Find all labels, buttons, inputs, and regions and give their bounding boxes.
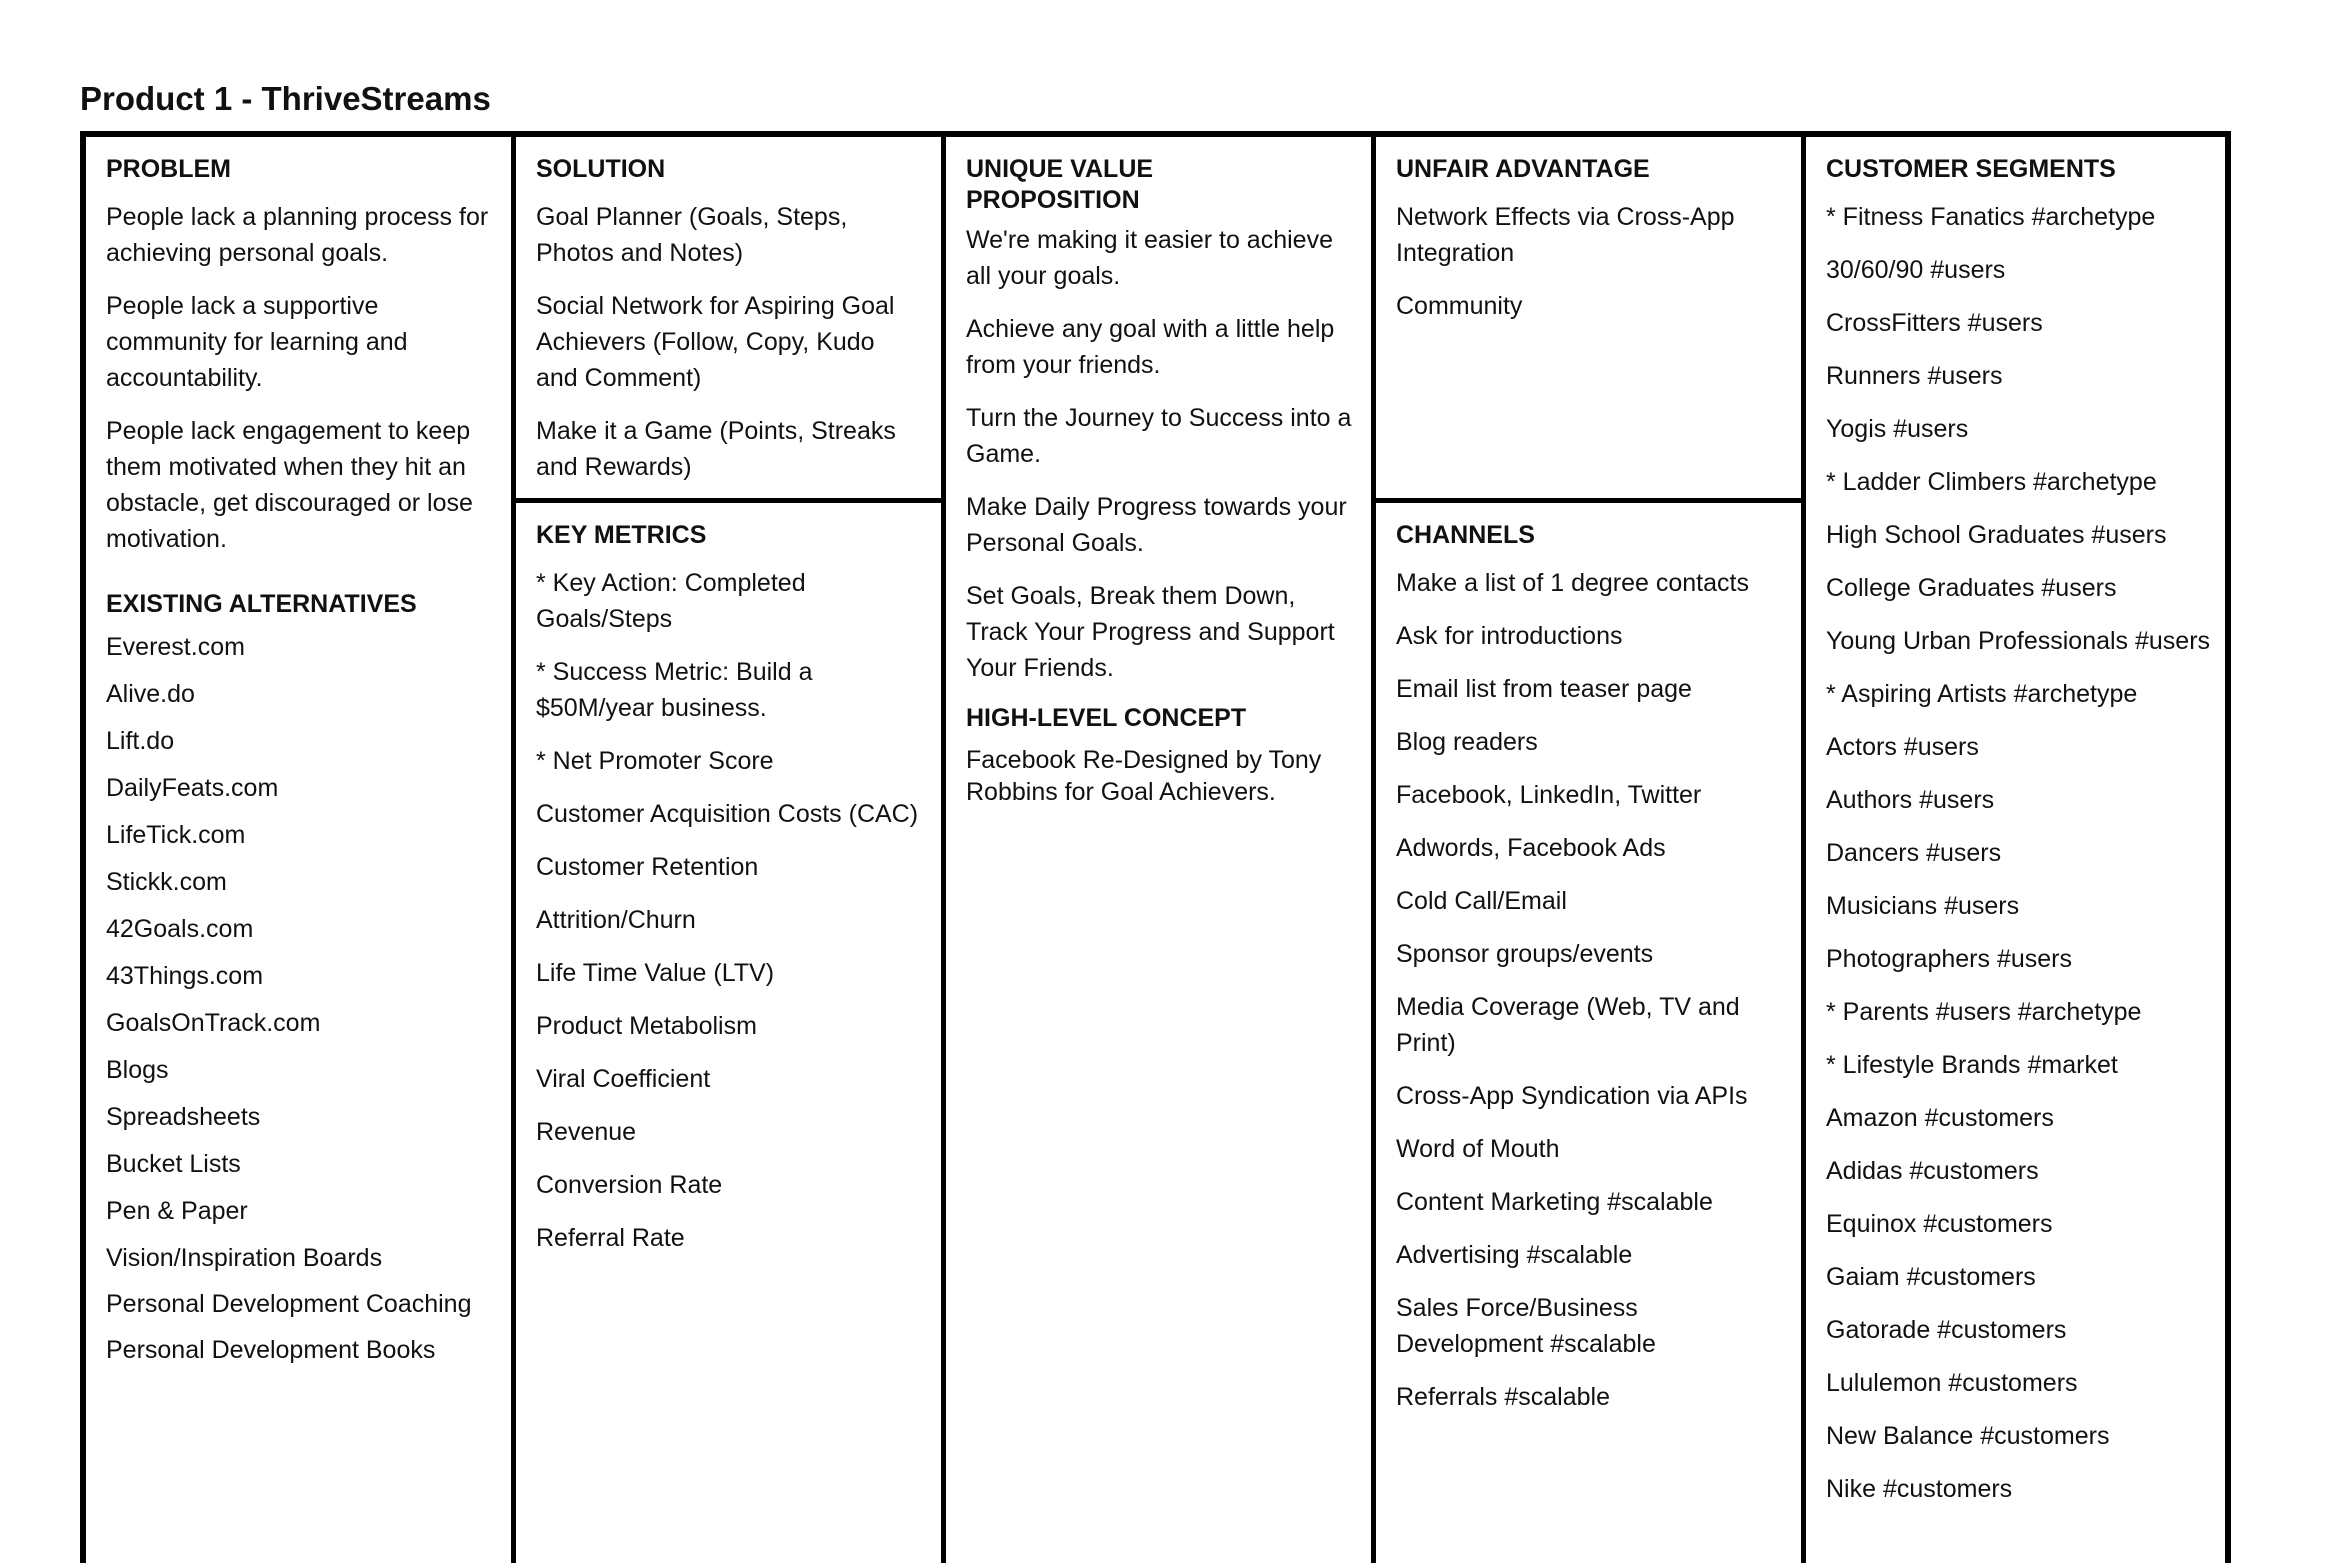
metric-item: Referral Rate [536, 1224, 685, 1252]
channel-item: Word of Mouth [1396, 1135, 1560, 1163]
key-metrics-heading: KEY METRICS [536, 521, 707, 549]
alternative-item: Vision/Inspiration Boards [106, 1244, 383, 1272]
customer-segments-section [1806, 137, 2231, 1563]
metric-item: Life Time Value (LTV) [536, 959, 775, 987]
segment-item: College Graduates #users [1826, 574, 2117, 602]
column-problem [86, 137, 516, 1563]
channel-item: Cold Call/Email [1396, 887, 1567, 915]
segment-item: Runners #users [1826, 362, 2003, 390]
channel-item: Blog readers [1396, 728, 1538, 756]
uvp-heading: UNIQUE VALUE PROPOSITION [966, 155, 1154, 214]
uvp-item: Achieve any goal with a little help from your friends. [966, 315, 1335, 379]
segment-item: Adidas #customers [1826, 1157, 2039, 1185]
metric-item: * Success Metric: Build a $50M/year business. [536, 658, 813, 722]
channel-item: Sales Force/Business Development #scalable [1396, 1294, 1656, 1358]
key-metrics-section [516, 503, 941, 1563]
alternative-item: 43Things.com [106, 962, 264, 990]
unfair-advantage-heading: UNFAIR ADVANTAGE [1396, 155, 1650, 183]
segment-item: Gatorade #customers [1826, 1316, 2067, 1344]
channel-item: Cross-App Syndication via APIs [1396, 1082, 1748, 1110]
segment-item: Lululemon #customers [1826, 1369, 2078, 1397]
uvp-item: Set Goals, Break them Down, Track Your Progress and Support Your Friends. [966, 582, 1335, 682]
alternative-item: Blogs [106, 1056, 169, 1084]
metric-item: Customer Acquisition Costs (CAC) [536, 800, 919, 828]
metric-item: Attrition/Churn [536, 906, 696, 934]
customer-segments-heading: CUSTOMER SEGMENTS [1826, 155, 2116, 183]
uvp-section [946, 137, 1371, 1563]
existing-alternatives-heading: EXISTING ALTERNATIVES [106, 590, 417, 618]
segment-item: Actors #users [1826, 733, 1979, 761]
problem-item: People lack a planning process for achieving personal goals. [106, 203, 489, 267]
channel-item: Adwords, Facebook Ads [1396, 834, 1666, 862]
solution-item: Goal Planner (Goals, Steps, Photos and Notes) [536, 203, 848, 267]
metric-item: Customer Retention [536, 853, 759, 881]
problem-section [86, 137, 511, 1563]
segment-item: * Parents #users #archetype [1826, 998, 2142, 1026]
advantage-item: Network Effects via Cross-App Integration [1396, 203, 1735, 267]
column-unfair-advantage [1376, 137, 1806, 1563]
column-solution [516, 137, 946, 1563]
problem-item: People lack a supportive community for learning and accountability. [106, 292, 408, 392]
page-title: Product 1 - ThriveStreams [80, 80, 491, 117]
segment-item: Equinox #customers [1826, 1210, 2053, 1238]
segment-item: Photographers #users [1826, 945, 2072, 973]
high-level-concept-heading: HIGH-LEVEL CONCEPT [966, 704, 1247, 732]
uvp-item: We're making it easier to achieve all your goals. [966, 226, 1333, 290]
high-level-concept-text: Facebook Re-Designed by Tony Robbins for Goal Achievers. [966, 746, 1322, 806]
channel-item: Media Coverage (Web, TV and Print) [1396, 993, 1740, 1057]
alternative-item: Alive.do [106, 680, 195, 708]
segment-item: Musicians #users [1826, 892, 2020, 920]
metric-item: Conversion Rate [536, 1171, 723, 1199]
channel-item: Email list from teaser page [1396, 675, 1692, 703]
segment-item: Authors #users [1826, 786, 1995, 814]
column-uvp [946, 137, 1376, 1563]
metric-item: Product Metabolism [536, 1012, 757, 1040]
alternative-item: DailyFeats.com [106, 774, 279, 802]
alternative-item: Lift.do [106, 727, 175, 755]
channel-item: Facebook, LinkedIn, Twitter [1396, 781, 1702, 809]
problem-heading: PROBLEM [106, 155, 231, 183]
segment-item: Dancers #users [1826, 839, 2002, 867]
channel-item: Make a list of 1 degree contacts [1396, 569, 1749, 597]
segment-item: CrossFitters #users [1826, 309, 2043, 337]
solution-item: Make it a Game (Points, Streaks and Rewards) [536, 417, 896, 481]
segment-item: * Ladder Climbers #archetype [1826, 468, 2157, 496]
uvp-item: Turn the Journey to Success into a Game. [966, 404, 1352, 468]
segment-item: 30/60/90 #users [1826, 256, 2006, 284]
column-customer-segments [1806, 137, 2231, 1563]
metric-item: Viral Coefficient [536, 1065, 711, 1093]
segment-item: Yogis #users [1826, 415, 1969, 443]
channels-section [1376, 503, 1801, 1563]
channel-item: Sponsor groups/events [1396, 940, 1654, 968]
lean-canvas [80, 131, 2231, 1563]
problem-item: People lack engagement to keep them motivated when they hit an obstacle, get discouraged or lose motivation. [106, 417, 473, 553]
channel-item: Content Marketing #scalable [1396, 1188, 1713, 1216]
existing-alternatives-list [106, 630, 493, 1367]
segment-item: * Lifestyle Brands #market [1826, 1051, 2118, 1079]
metric-item: Revenue [536, 1118, 637, 1146]
channel-item: Referrals #scalable [1396, 1383, 1610, 1411]
segment-item: High School Graduates #users [1826, 521, 2167, 549]
alternative-item: GoalsOnTrack.com [106, 1009, 321, 1037]
segment-item: Nike #customers [1826, 1475, 2013, 1503]
alternative-item: LifeTick.com [106, 821, 246, 849]
segment-item: Young Urban Professionals #users [1826, 627, 2211, 655]
channels-heading: CHANNELS [1396, 521, 1535, 549]
solution-section [516, 137, 941, 503]
alternative-item: Spreadsheets [106, 1103, 261, 1131]
channel-item: Ask for introductions [1396, 622, 1623, 650]
solution-heading: SOLUTION [536, 155, 666, 183]
alternative-item: Pen & Paper [106, 1197, 248, 1225]
segment-item: New Balance #customers [1826, 1422, 2110, 1450]
channel-item: Advertising #scalable [1396, 1241, 1633, 1269]
metric-item: * Net Promoter Score [536, 747, 774, 775]
segment-item: Gaiam #customers [1826, 1263, 2036, 1291]
alternative-item: Bucket Lists [106, 1150, 241, 1178]
alternative-item: 42Goals.com [106, 915, 254, 943]
metric-item: * Key Action: Completed Goals/Steps [536, 569, 806, 633]
uvp-item: Make Daily Progress towards your Personal Goals. [966, 493, 1347, 557]
segment-item: * Fitness Fanatics #archetype [1826, 203, 2156, 231]
advantage-item: Community [1396, 292, 1523, 320]
segment-item: Amazon #customers [1826, 1104, 2054, 1132]
alternative-item: Personal Development Books [106, 1336, 436, 1364]
alternative-item: Personal Development Coaching [106, 1290, 472, 1318]
alternative-item: Everest.com [106, 633, 245, 661]
unfair-advantage-section [1376, 137, 1801, 503]
segment-item: * Aspiring Artists #archetype [1826, 680, 2138, 708]
solution-item: Social Network for Aspiring Goal Achievers (Follow, Copy, Kudo and Comment) [536, 292, 895, 392]
alternative-item: Stickk.com [106, 868, 227, 896]
